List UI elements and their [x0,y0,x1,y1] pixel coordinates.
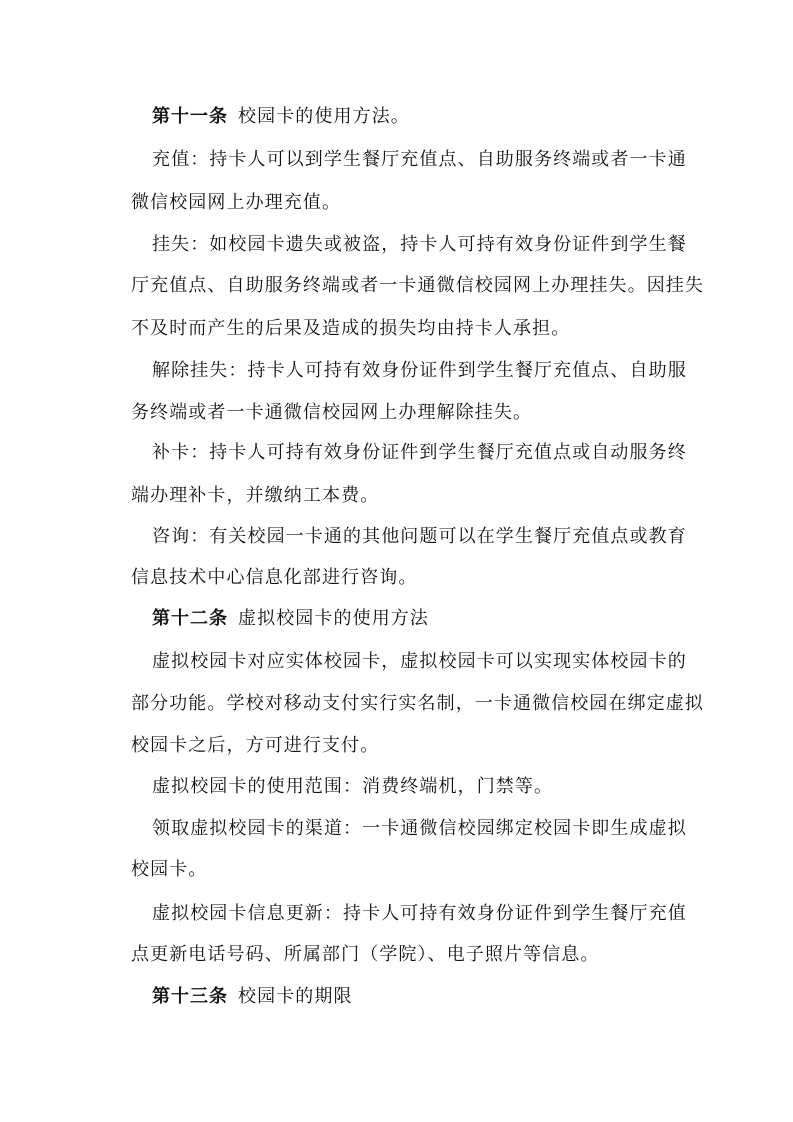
paragraph-line: 部分功能。学校对移动支付实行实名制，一卡通微信校园在绑定虚拟 [131,693,704,714]
paragraph-line: 端办理补卡，并缴纳工本费。 [131,485,380,506]
article-13-heading [152,985,353,1009]
paragraph-line: 领取虚拟校园卡的渠道：一卡通微信校园绑定校园卡即生成虚拟 [152,818,687,839]
paragraph-line: 信息技术中心信息化部进行咨询。 [131,567,418,588]
paragraph-line: 充值：持卡人可以到学生餐厅充值点、自助服务终端或者一卡通 [152,149,687,170]
article-12-number: 第十二条 [152,608,228,629]
paragraph-line: 咨询：有关校园一卡通的其他问题可以在学生餐厅充值点或教育 [152,526,687,547]
paragraph-line: 务终端或者一卡通微信校园网上办理解除挂失。 [131,402,533,423]
article-13-title: 校园卡的期限 [238,986,353,1007]
paragraph-line: 解除挂失：持卡人可持有效身份证件到学生餐厅充值点、自助服 [152,360,687,381]
article-11-heading [152,105,410,129]
paragraph-line: 点更新电话号码、所属部门（学院）、电子照片等信息。 [131,944,600,965]
article-11-number: 第十一条 [152,106,228,127]
paragraph-line: 校园卡。 [131,859,208,880]
article-13-number: 第十三条 [152,986,228,1007]
paragraph-line: 微信校园网上办理充值。 [131,192,342,213]
paragraph-line: 虚拟校园卡对应实体校园卡，虚拟校园卡可以实现实体校园卡的 [152,651,687,672]
paragraph-line: 不及时而产生的后果及造成的损失均由持卡人承担。 [131,318,571,339]
paragraph-line: 挂失：如校园卡遗失或被盗，持卡人可持有效身份证件到学生餐 [152,234,687,255]
article-11-title: 校园卡的使用方法。 [238,106,410,127]
article-12-title: 虚拟校园卡的使用方法 [238,608,429,629]
paragraph-line: 校园卡之后，方可进行支付。 [131,735,380,756]
paragraph-line: 虚拟校园卡的使用范围：消费终端机，门禁等。 [152,776,554,797]
paragraph-line: 补卡：持卡人可持有效身份证件到学生餐厅充值点或自动服务终 [152,442,687,463]
paragraph-line: 厅充值点、自助服务终端或者一卡通微信校园网上办理挂失。因挂失 [131,275,704,296]
article-12-heading [152,607,429,631]
paragraph-line: 虚拟校园卡信息更新：持卡人可持有效身份证件到学生餐厅充值 [152,903,687,924]
